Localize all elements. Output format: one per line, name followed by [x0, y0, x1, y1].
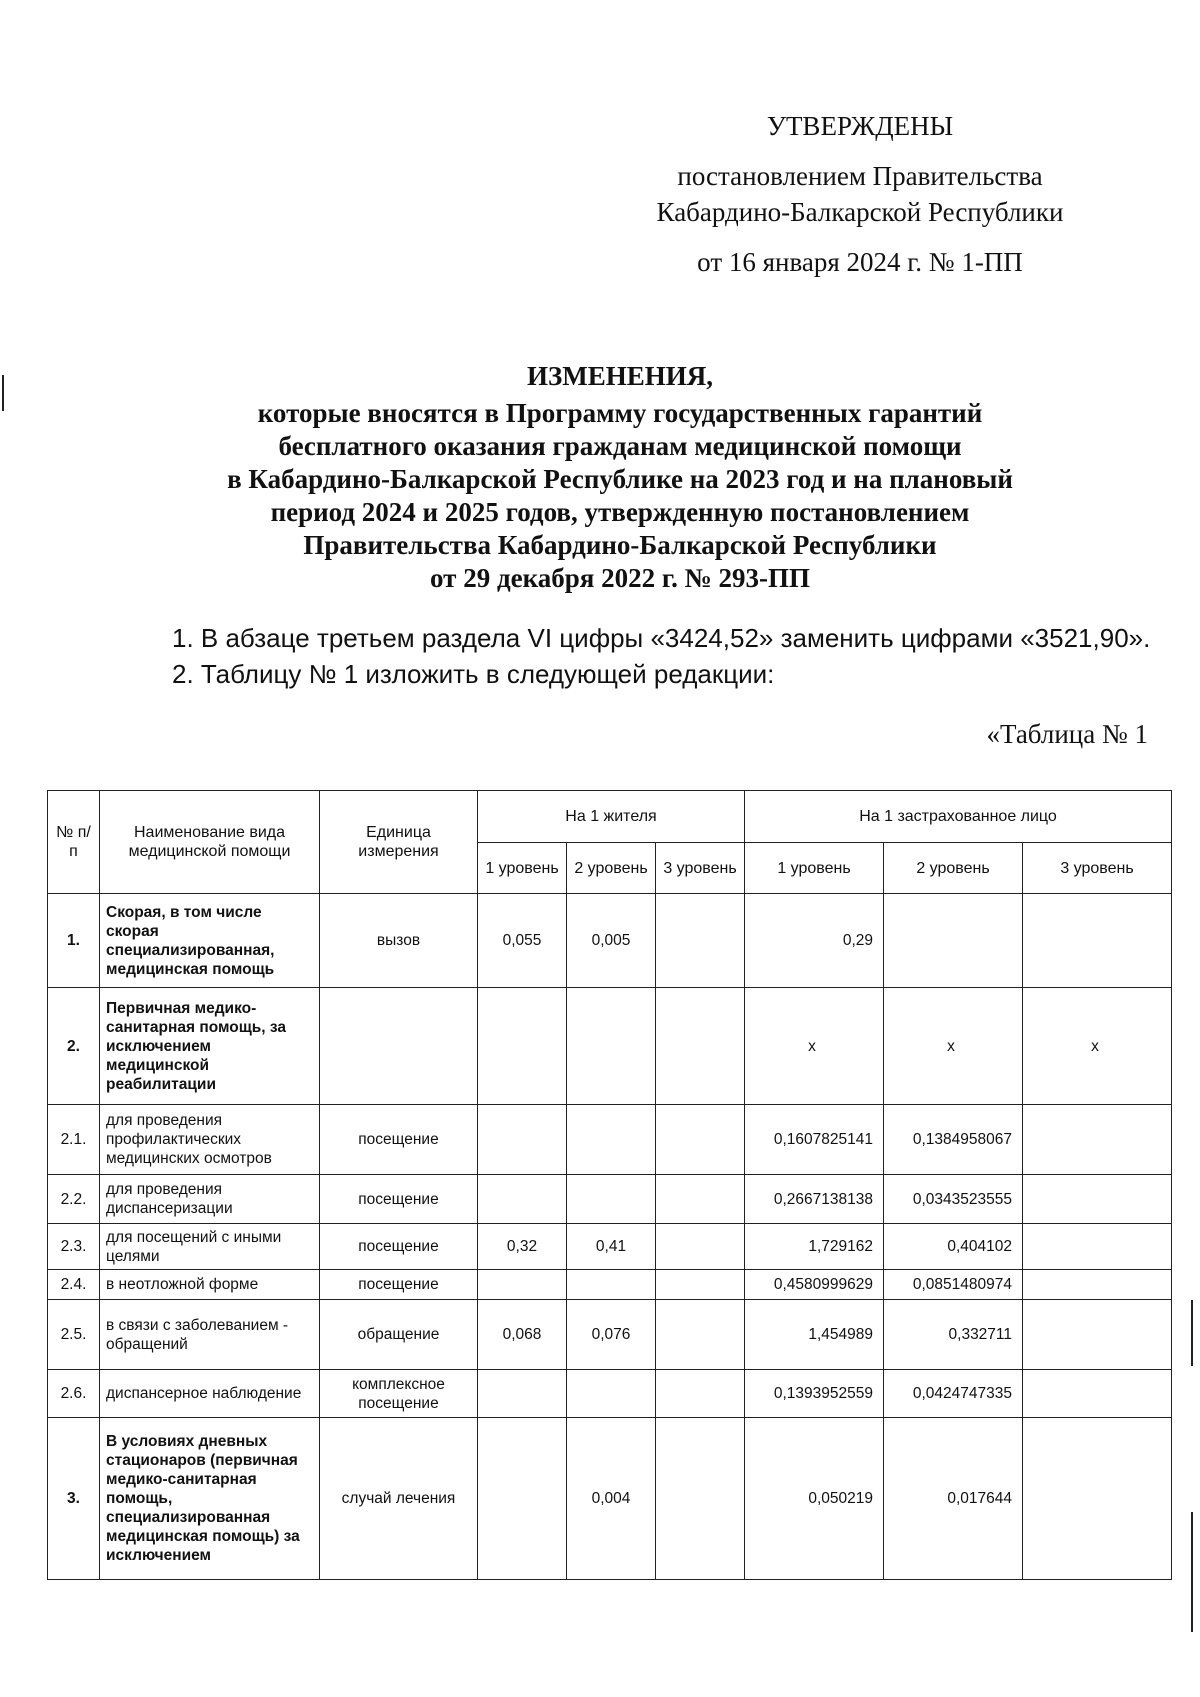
res-level-3 — [656, 1175, 745, 1224]
ins-level-2: 0,0424747335 — [884, 1370, 1023, 1418]
ins-level-1: 0,050219 — [745, 1418, 884, 1580]
res-level-3 — [656, 988, 745, 1105]
ins-level-3 — [1023, 894, 1172, 988]
res-level-1: 0,32 — [478, 1224, 567, 1270]
table-reference: «Таблица № 1 — [986, 719, 1148, 749]
paragraph-1: 1. В абзаце третьем раздела VI цифры «3424,52» заменить цифрами «3521,90». — [172, 623, 1151, 653]
res-level-1 — [478, 1270, 567, 1300]
ins-level-1: 0,1393952559 — [745, 1370, 884, 1418]
approval-block — [620, 108, 1100, 280]
title-line: бесплатного оказания гражданам медицинской помощи — [278, 431, 962, 461]
table-row — [48, 1175, 1172, 1224]
res-level-2 — [567, 1270, 656, 1300]
header-ins-level-1: 1 уровень — [745, 843, 884, 894]
ins-level-3 — [1023, 1300, 1172, 1370]
res-level-2: 0,004 — [567, 1418, 656, 1580]
res-level-1 — [478, 1105, 567, 1175]
ins-level-1: 0,2667138138 — [745, 1175, 884, 1224]
title-line: от 29 декабря 2022 г. № 293-ПП — [430, 563, 810, 593]
header-res-level-1: 1 уровень — [478, 843, 567, 894]
row-num: 2.6. — [48, 1370, 100, 1418]
ins-level-3: х — [1023, 988, 1172, 1105]
header-ins-level-3: 3 уровень — [1023, 843, 1172, 894]
res-level-1 — [478, 1370, 567, 1418]
ins-level-2: 0,332711 — [884, 1300, 1023, 1370]
row-name: диспансерное наблюдение — [100, 1370, 320, 1418]
res-level-3 — [656, 1300, 745, 1370]
res-level-3 — [656, 894, 745, 988]
paragraph-2: 2. Таблицу № 1 изложить в следующей редакции: — [172, 659, 775, 689]
header-name: Наименование вида медицинской помощи — [100, 791, 320, 894]
row-unit: посещение — [320, 1270, 478, 1300]
row-unit: вызов — [320, 894, 478, 988]
row-num: 2.5. — [48, 1300, 100, 1370]
row-name: Скорая, в том числе скорая специализированная, медицинская помощь — [100, 894, 320, 988]
title-line: в Кабардино-Балкарской Республике на 2023 год и на плановый — [227, 464, 1013, 494]
ins-level-3 — [1023, 1105, 1172, 1175]
row-num: 3. — [48, 1418, 100, 1580]
approval-line-1: постановлением Правительства — [677, 161, 1043, 191]
res-level-1: 0,068 — [478, 1300, 567, 1370]
row-name: Первичная медико-санитарная помощь, за исключением медицинской реабилитации — [100, 988, 320, 1105]
approval-date: от 16 января 2024 г. № 1-ПП — [697, 247, 1023, 277]
row-unit: случай лечения — [320, 1418, 478, 1580]
scan-mark — [2, 375, 4, 411]
document-title — [130, 360, 1110, 595]
res-level-2 — [567, 988, 656, 1105]
ins-level-1: 1,729162 — [745, 1224, 884, 1270]
table-row — [48, 1224, 1172, 1270]
res-level-1 — [478, 988, 567, 1105]
res-level-1 — [478, 1418, 567, 1580]
ins-level-3 — [1023, 1175, 1172, 1224]
header-res-level-2: 2 уровень — [567, 843, 656, 894]
res-level-2 — [567, 1175, 656, 1224]
res-level-3 — [656, 1270, 745, 1300]
amendment-paragraphs — [172, 620, 1162, 692]
row-num: 1. — [48, 894, 100, 988]
row-unit: посещение — [320, 1224, 478, 1270]
table-row — [48, 894, 1172, 988]
row-name: для посещений с иными целями — [100, 1224, 320, 1270]
res-level-3 — [656, 1105, 745, 1175]
table-row — [48, 1300, 1172, 1370]
table-row — [48, 1105, 1172, 1175]
header-unit: Единица измерения — [320, 791, 478, 894]
header-ins-level-2: 2 уровень — [884, 843, 1023, 894]
title-line: период 2024 и 2025 годов, утвержденную постановлением — [270, 497, 970, 527]
row-unit: посещение — [320, 1105, 478, 1175]
ins-level-2: 0,404102 — [884, 1224, 1023, 1270]
row-unit: комплексное посещение — [320, 1370, 478, 1418]
row-name: для проведения профилактических медицинских осмотров — [100, 1105, 320, 1175]
title-main: ИЗМЕНЕНИЯ, — [526, 361, 713, 391]
res-level-1: 0,055 — [478, 894, 567, 988]
ins-level-2: 0,017644 — [884, 1418, 1023, 1580]
ins-level-3 — [1023, 1370, 1172, 1418]
ins-level-2: 0,0343523555 — [884, 1175, 1023, 1224]
header-per-insured: На 1 застрахованное лицо — [745, 791, 1172, 843]
table-row — [48, 1270, 1172, 1300]
res-level-2: 0,005 — [567, 894, 656, 988]
res-level-3 — [656, 1418, 745, 1580]
ins-level-1: 0,29 — [745, 894, 884, 988]
row-name: в связи с заболеванием - обращений — [100, 1300, 320, 1370]
ins-level-3 — [1023, 1224, 1172, 1270]
table-row — [48, 1418, 1172, 1580]
ins-level-1: х — [745, 988, 884, 1105]
approval-line-2: Кабардино-Балкарской Республики — [656, 197, 1064, 227]
table-row — [48, 988, 1172, 1105]
ins-level-2: х — [884, 988, 1023, 1105]
res-level-2 — [567, 1370, 656, 1418]
scan-mark — [1191, 1300, 1193, 1366]
row-num: 2.1. — [48, 1105, 100, 1175]
ins-level-2: 0,1384958067 — [884, 1105, 1023, 1175]
ins-level-1: 0,1607825141 — [745, 1105, 884, 1175]
ins-level-1: 1,454989 — [745, 1300, 884, 1370]
approval-heading: УТВЕРЖДЕНЫ — [766, 111, 954, 141]
row-unit: обращение — [320, 1300, 478, 1370]
title-line: Правительства Кабардино-Балкарской Республики — [303, 530, 937, 560]
row-name: В условиях дневных стационаров (первичная медико-санитарная помощь, специализированная медицинская помощь) за исключением — [100, 1418, 320, 1580]
row-name: для проведения диспансеризации — [100, 1175, 320, 1224]
ins-level-2: 0,0851480974 — [884, 1270, 1023, 1300]
res-level-3 — [656, 1224, 745, 1270]
title-line: которые вносятся в Программу государственных гарантий — [257, 398, 983, 428]
row-name: в неотложной форме — [100, 1270, 320, 1300]
res-level-2 — [567, 1105, 656, 1175]
row-num: 2.4. — [48, 1270, 100, 1300]
row-unit — [320, 988, 478, 1105]
standards-table — [47, 790, 1172, 1580]
ins-level-2 — [884, 894, 1023, 988]
res-level-2: 0,076 — [567, 1300, 656, 1370]
scan-mark — [1191, 1512, 1193, 1632]
row-num: 2. — [48, 988, 100, 1105]
res-level-2: 0,41 — [567, 1224, 656, 1270]
row-num: 2.3. — [48, 1224, 100, 1270]
res-level-3 — [656, 1370, 745, 1418]
row-unit: посещение — [320, 1175, 478, 1224]
header-num: № п/п — [48, 791, 100, 894]
ins-level-3 — [1023, 1270, 1172, 1300]
header-res-level-3: 3 уровень — [656, 843, 745, 894]
ins-level-1: 0,4580999629 — [745, 1270, 884, 1300]
res-level-1 — [478, 1175, 567, 1224]
row-num: 2.2. — [48, 1175, 100, 1224]
table-row — [48, 1370, 1172, 1418]
header-per-resident: На 1 жителя — [478, 791, 745, 843]
ins-level-3 — [1023, 1418, 1172, 1580]
